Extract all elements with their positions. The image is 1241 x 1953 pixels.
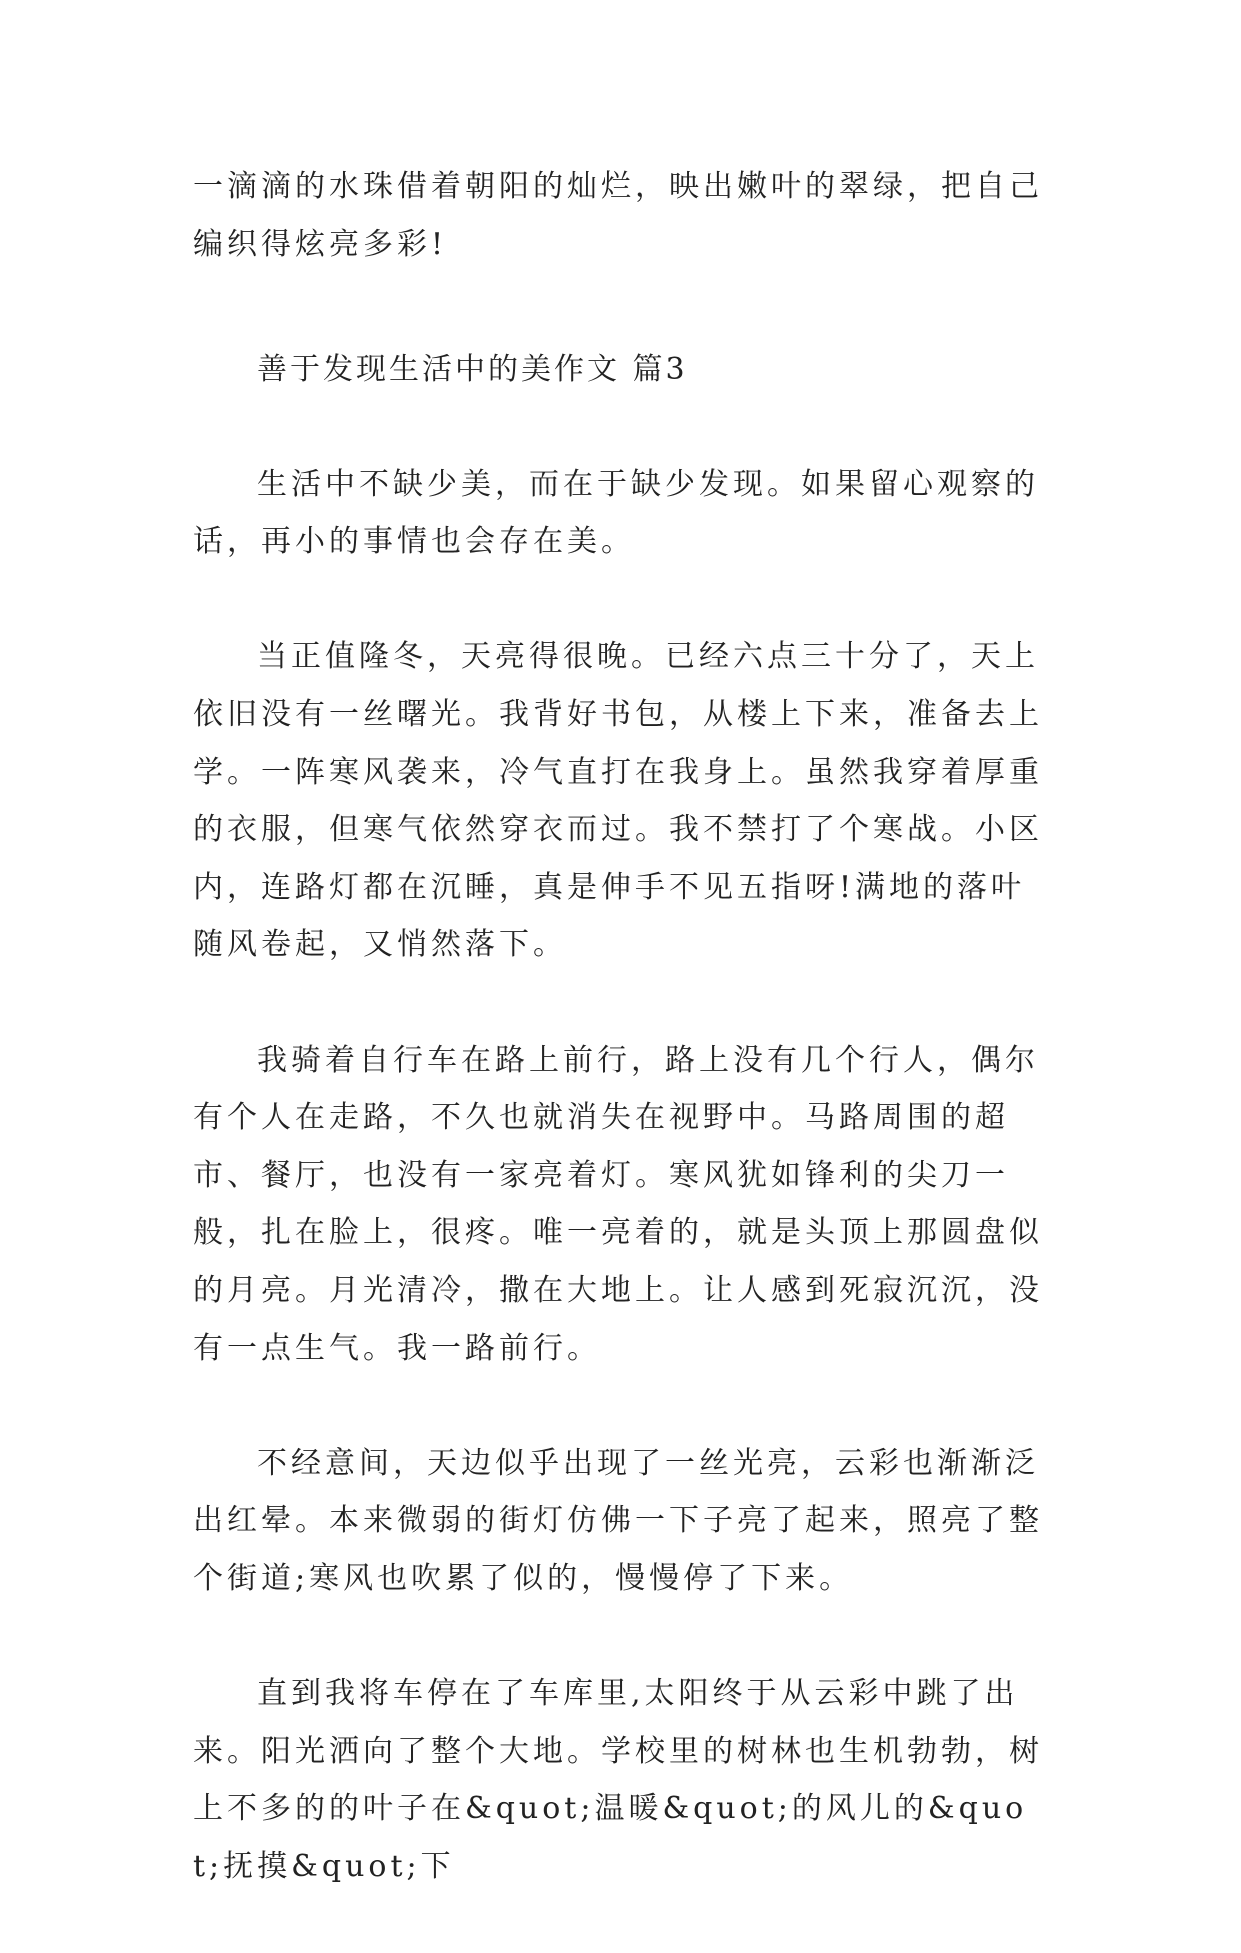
paragraph-2: 当正值隆冬，天亮得很晚。已经六点三十分了，天上依旧没有一丝曙光。我背好书包，从楼上下来，准备去上学。一阵寒风袭来，冷气直打在我身上。虽然我穿着厚重的衣服，但寒气依然穿衣而过。我不禁打了个寒战。小区内，连路灯都在沉睡，真是伸手不见五指呀!满地的落叶随风卷起，又悄然落下。 xyxy=(193,639,1043,963)
paragraph-1: 生活中不缺少美，而在于缺少发现。如果留心观察的话，再小的事情也会存在美。 xyxy=(193,466,1039,560)
paragraph-3: 我骑着自行车在路上前行，路上没有几个行人，偶尔有个人在走路，不久也就消失在视野中。马路周围的超市、餐厅，也没有一家亮着灯。寒风犹如锋利的尖刀一般，扎在脸上，很疼。唯一亮着的，就是头顶上那圆盘似的月亮。月光清冷，撒在大地上。让人感到死寂沉沉，没有一点生气。我一路前行。 xyxy=(193,1042,1043,1366)
paragraph-4: 不经意间，天边似乎出现了一丝光亮，云彩也渐渐泛出红晕。本来微弱的街灯仿佛一下子亮了起来，照亮了整个街道;寒风也吹累了似的，慢慢停了下来。 xyxy=(193,1445,1043,1596)
essay-body xyxy=(193,398,1053,1953)
section-title: 善于发现生活中的美作文 篇3 xyxy=(257,352,688,387)
continuation-paragraph: 一滴滴的水珠借着朝阳的灿烂，映出嫩叶的翠绿，把自己编织得炫亮多彩! xyxy=(193,169,1043,262)
paragraph-5: 直到我将车停在了车库里,太阳终于从云彩中跳了出来。阳光洒向了整个大地。学校里的树林也生机勃勃，树上不多的的叶子在&quot;温暖&quot;的风儿的&quot;抚摸&quot;下 xyxy=(193,1676,1043,1884)
